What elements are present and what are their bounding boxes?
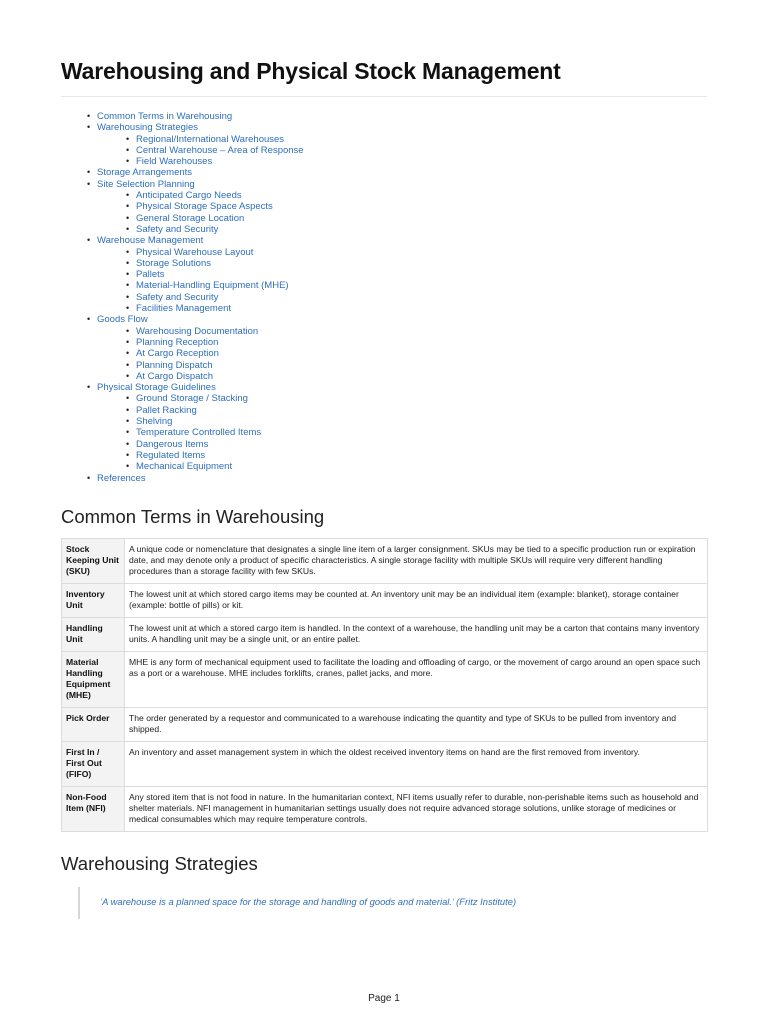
toc-link[interactable]: Dangerous Items xyxy=(136,438,209,450)
toc-item xyxy=(61,269,701,280)
toc-link[interactable]: Temperature Controlled Items xyxy=(136,427,262,439)
blockquote xyxy=(78,887,700,919)
toc-item xyxy=(61,360,701,371)
toc-item xyxy=(61,292,701,303)
quote-close-mark: ’ xyxy=(451,896,454,907)
toc-item xyxy=(61,461,701,472)
term-cell: Material Handling Equipment (MHE) xyxy=(62,652,125,708)
quote-source-link[interactable]: Fritz Institute xyxy=(459,896,513,907)
toc-item xyxy=(61,427,701,438)
table-row xyxy=(62,787,708,832)
toc-link[interactable]: General Storage Location xyxy=(136,212,245,224)
toc-link[interactable]: Site Selection Planning xyxy=(97,178,195,190)
toc-item xyxy=(61,337,701,348)
toc-item xyxy=(61,473,701,484)
toc-link[interactable]: Safety and Security xyxy=(136,223,219,235)
toc-item xyxy=(61,235,701,246)
toc-link[interactable]: Regional/International Warehouses xyxy=(136,133,285,145)
term-cell: Stock Keeping Unit (SKU) xyxy=(62,539,125,584)
table-row xyxy=(62,539,708,584)
toc-link[interactable]: Warehousing Documentation xyxy=(136,325,259,337)
toc-link[interactable]: Physical Storage Guidelines xyxy=(97,382,216,394)
toc-item xyxy=(61,439,701,450)
toc-link[interactable]: Mechanical Equipment xyxy=(136,461,233,473)
table-row xyxy=(62,618,708,652)
toc-link[interactable]: Shelving xyxy=(136,416,173,428)
toc-link[interactable]: Facilities Management xyxy=(136,303,232,315)
quote-body: A warehouse is a planned space for the storage and handling of goods and material. xyxy=(102,896,452,907)
section-heading-warehousing-strategies: Warehousing Strategies xyxy=(61,853,258,874)
term-cell: Pick Order xyxy=(62,708,125,742)
toc-link[interactable]: Warehouse Management xyxy=(97,235,204,247)
toc-item xyxy=(61,111,701,122)
toc-link[interactable]: Ground Storage / Stacking xyxy=(136,393,248,405)
toc-link[interactable]: Material-Handling Equipment (MHE) xyxy=(136,280,289,292)
toc-item xyxy=(61,258,701,269)
toc-item xyxy=(61,326,701,337)
toc-item xyxy=(61,280,701,291)
toc-link[interactable]: At Cargo Dispatch xyxy=(136,370,214,382)
quote-text: ‘A warehouse is a planned space for the storage and handling of goods and material.’ (Fritz Institute) xyxy=(100,896,517,907)
toc-item xyxy=(61,167,701,178)
toc-item xyxy=(61,371,701,382)
toc-item xyxy=(61,405,701,416)
terms-table xyxy=(61,538,708,832)
toc-list xyxy=(61,111,701,484)
table-row xyxy=(62,742,708,787)
toc-item xyxy=(61,314,701,325)
toc-link[interactable]: Storage Solutions xyxy=(136,257,211,269)
toc-item xyxy=(61,190,701,201)
toc-link[interactable]: Safety and Security xyxy=(136,291,219,303)
toc-link[interactable]: Anticipated Cargo Needs xyxy=(136,190,242,202)
toc-link[interactable]: Physical Storage Space Aspects xyxy=(136,201,273,213)
toc-item xyxy=(61,145,701,156)
definition-cell: The lowest unit at which stored cargo items may be counted at. An inventory unit may be an individual item (example: blanket), storage container (example: bottle of pills) or kit. xyxy=(125,584,708,618)
definition-cell: MHE is any form of mechanical equipment used to facilitate the loading and offloading of cargo, or the movement of cargo around an open space such as a port or a warehouse. MHE includes forklifts, cranes, pallet jacks, and more. xyxy=(125,652,708,708)
title-divider xyxy=(61,96,707,97)
toc-item xyxy=(61,224,701,235)
toc-item xyxy=(61,348,701,359)
section-heading-common-terms: Common Terms in Warehousing xyxy=(61,506,325,527)
toc-item xyxy=(61,247,701,258)
definition-cell: The order generated by a requestor and communicated to a warehouse indicating the quantity and type of SKUs to be pulled from inventory and shipped. xyxy=(125,708,708,742)
toc-item xyxy=(61,450,701,461)
term-cell: Handling Unit xyxy=(62,618,125,652)
definition-cell: Any stored item that is not food in nature. In the humanitarian context, NFI items usually refer to durable, non-perishable items such as household and shelter materials. NFI management in humanitarian settings usually does not require advanced storage solutions, unlike storage of medicines or medical consumables which may require temperature controls. xyxy=(125,787,708,832)
toc-item xyxy=(61,213,701,224)
definition-cell: The lowest unit at which a stored cargo item is handled. In the context of a warehouse, the handling unit may be a carton that contains many inventory units. A handling unit may be a single unit, or an entire pallet. xyxy=(125,618,708,652)
toc-item xyxy=(61,303,701,314)
toc-item xyxy=(61,122,701,133)
toc-item xyxy=(61,179,701,190)
definition-cell: An inventory and asset management system in which the oldest received inventory items on hand are the first removed from inventory. xyxy=(125,742,708,787)
toc-link[interactable]: At Cargo Reception xyxy=(136,348,219,360)
toc-item xyxy=(61,416,701,427)
table-row xyxy=(62,708,708,742)
toc-link[interactable]: Physical Warehouse Layout xyxy=(136,246,254,258)
table-row xyxy=(62,584,708,618)
toc-link[interactable]: Pallets xyxy=(136,269,165,281)
toc-item xyxy=(61,382,701,393)
page-title: Warehousing and Physical Stock Management xyxy=(61,58,561,84)
toc-item xyxy=(61,201,701,212)
toc-link[interactable]: Planning Reception xyxy=(136,336,219,348)
toc-link[interactable]: Pallet Racking xyxy=(136,404,197,416)
page-number: Page 1 xyxy=(368,993,400,1004)
toc-link[interactable]: Common Terms in Warehousing xyxy=(97,111,233,122)
toc-link[interactable]: Central Warehouse – Area of Response xyxy=(136,144,304,156)
term-cell: Non-Food Item (NFI) xyxy=(62,787,125,832)
toc-link[interactable]: Warehousing Strategies xyxy=(97,122,199,134)
table-of-contents xyxy=(61,111,701,484)
quote-open-mark: ‘ xyxy=(100,896,103,907)
definition-cell: A unique code or nomenclature that designates a single line item of a larger consignment. SKUs may be tied to a specific production run or expiration date, and may denote only a product of specific characteristics. A single storage facility with multiple SKUs will require very different handling procedures than a storage facility with few SKUs. xyxy=(125,539,708,584)
toc-link[interactable]: Storage Arrangements xyxy=(97,167,193,179)
table-row xyxy=(62,652,708,708)
toc-link[interactable]: Planning Dispatch xyxy=(136,359,213,371)
toc-link[interactable]: Regulated Items xyxy=(136,449,206,461)
toc-item xyxy=(61,393,701,404)
term-cell: Inventory Unit xyxy=(62,584,125,618)
toc-item xyxy=(61,156,701,167)
toc-item xyxy=(61,134,701,145)
toc-link[interactable]: References xyxy=(97,472,146,484)
toc-link[interactable]: Goods Flow xyxy=(97,314,148,326)
toc-link[interactable]: Field Warehouses xyxy=(136,156,213,168)
term-cell: First In / First Out (FIFO) xyxy=(62,742,125,787)
